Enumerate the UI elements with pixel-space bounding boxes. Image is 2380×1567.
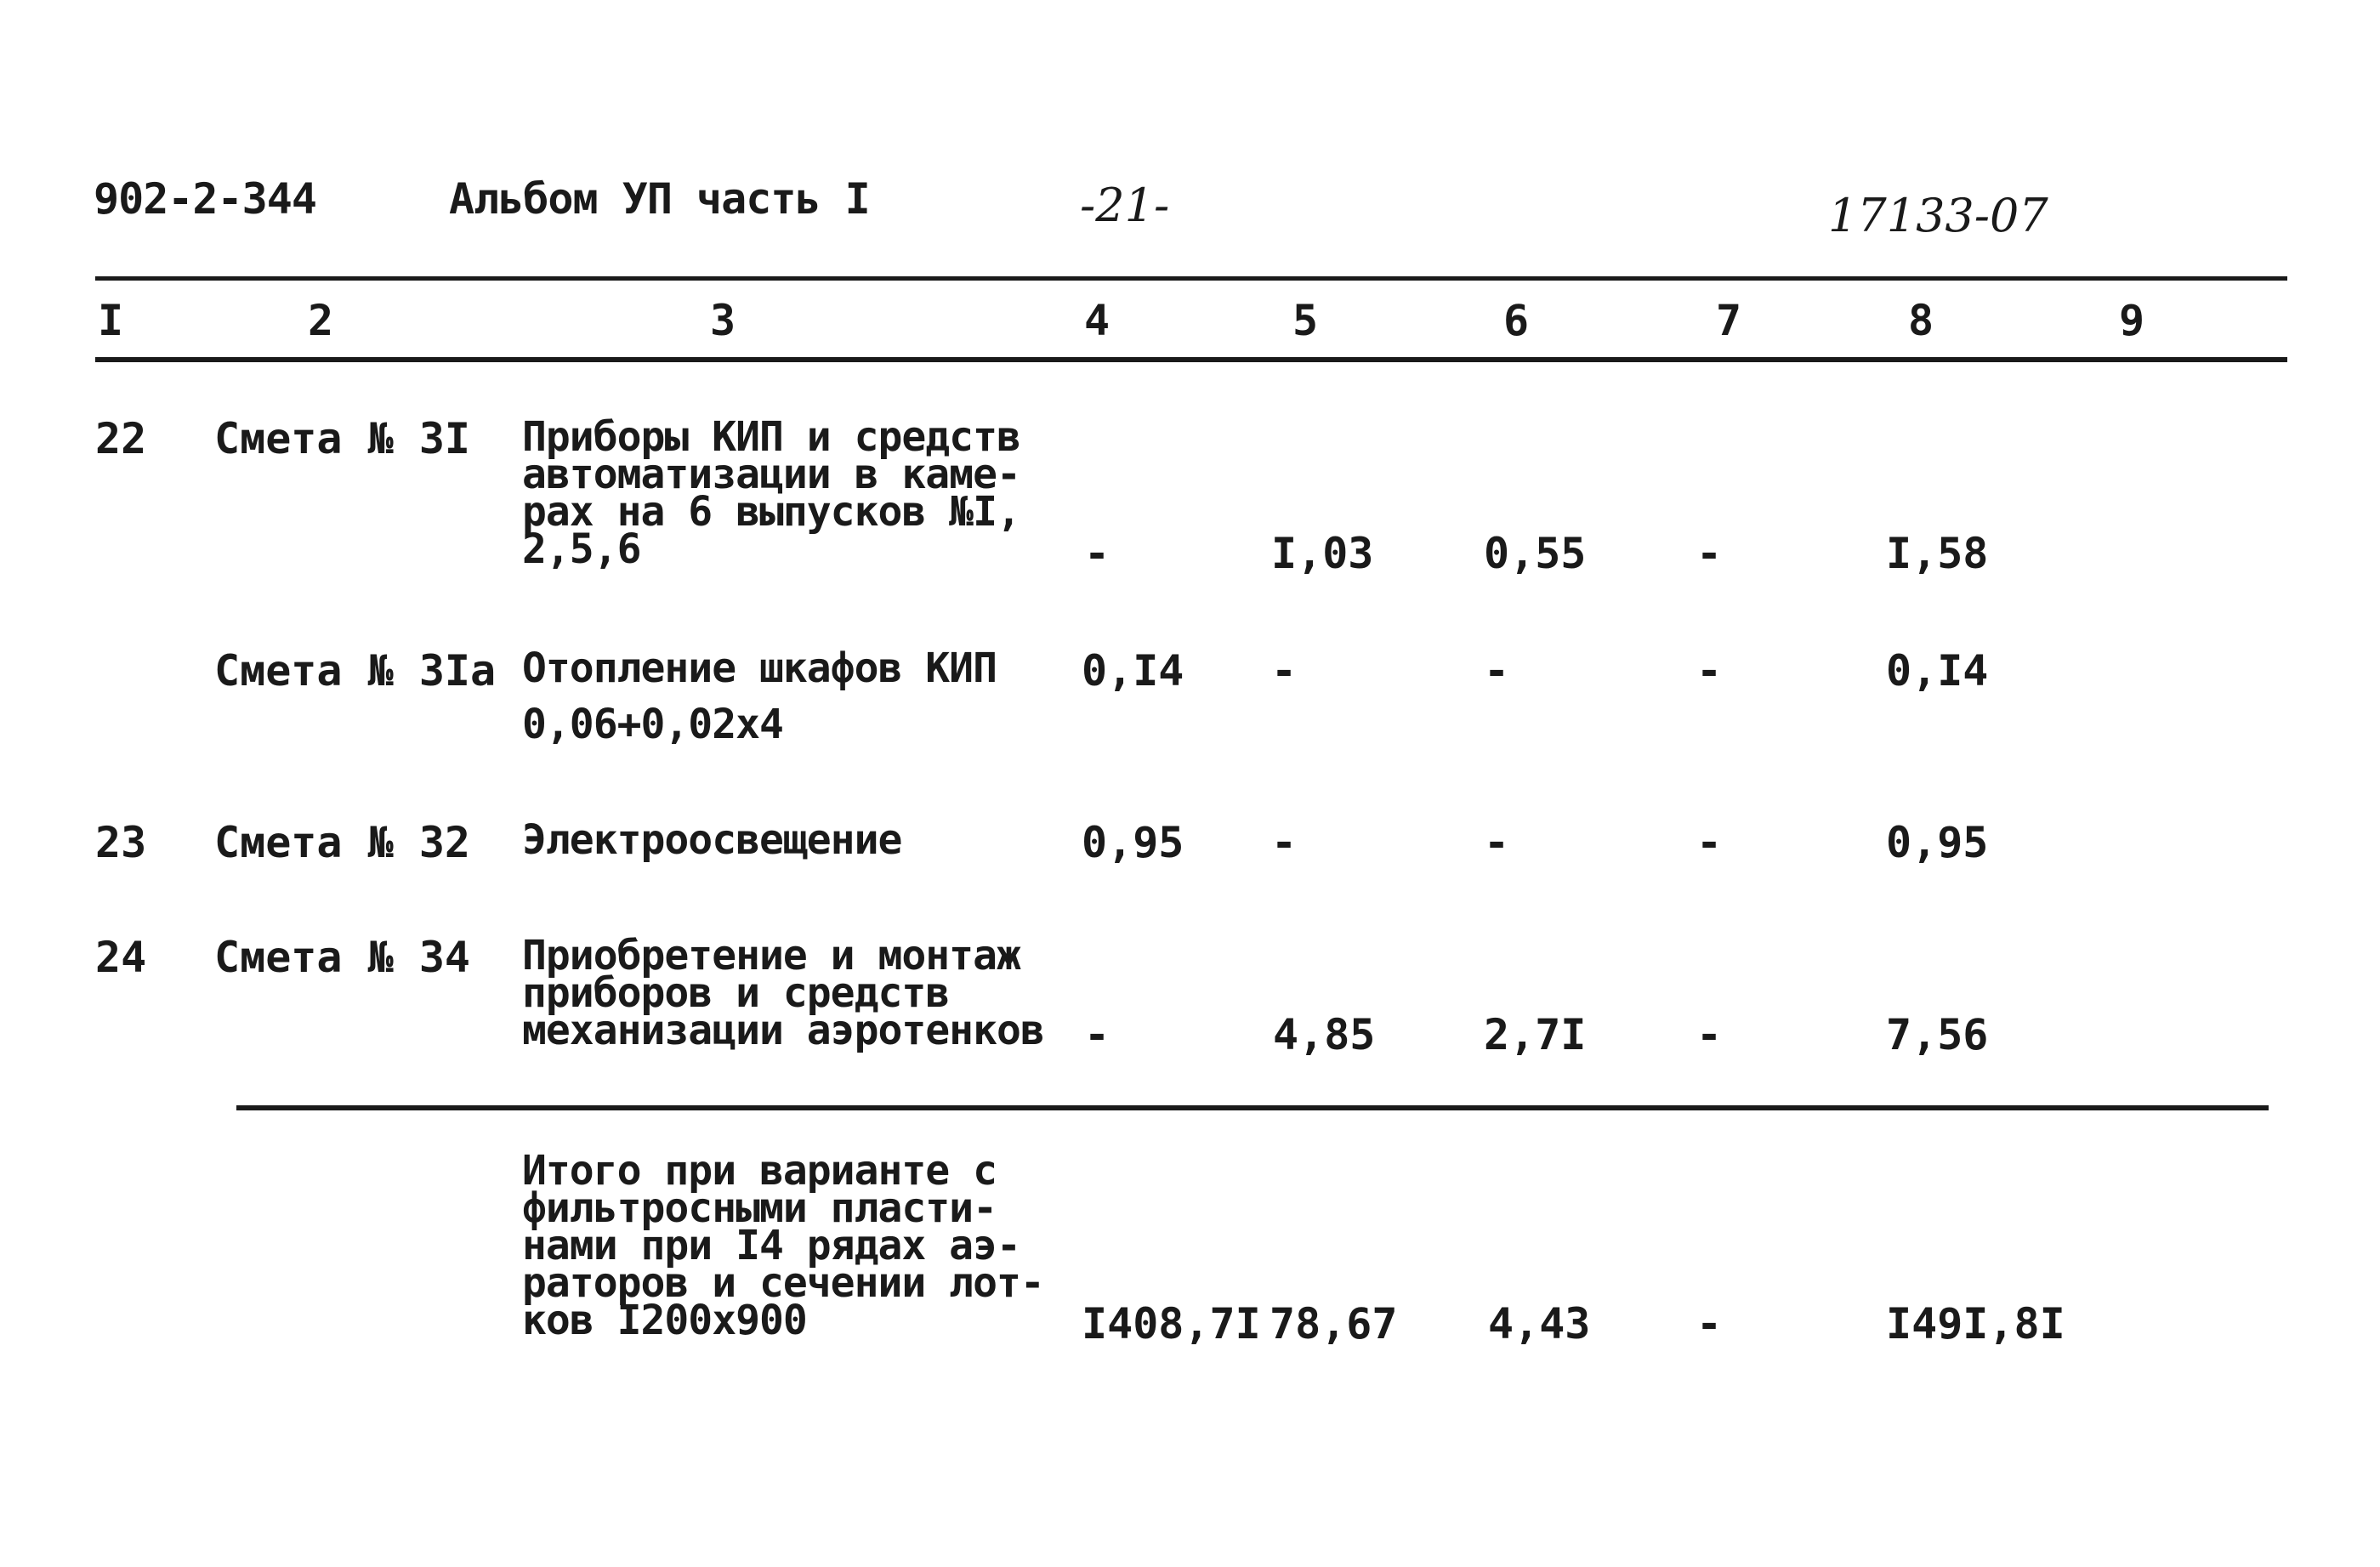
col-7-value: - bbox=[1696, 818, 1723, 867]
row-number: 24 bbox=[95, 933, 147, 982]
col-6-value: 0,55 bbox=[1484, 529, 1587, 578]
col-2-number: 2 bbox=[308, 296, 334, 345]
estimate-ref: Смета № 3I bbox=[214, 414, 471, 463]
col-7-value: - bbox=[1696, 646, 1723, 695]
col-9-number: 9 bbox=[2119, 296, 2145, 345]
total-col-4-value: I408,7I bbox=[1082, 1299, 1261, 1348]
col-4-value: - bbox=[1084, 1010, 1110, 1059]
col-5-value: - bbox=[1271, 646, 1298, 695]
col-3-number: 3 bbox=[710, 296, 736, 345]
item-description: Приборы КИП и средств автоматизации в каме- рах на 6 выпусков №I, 2,5,6 bbox=[522, 413, 1020, 573]
total-col-6-value: 4,43 bbox=[1488, 1299, 1591, 1348]
col-7-number: 7 bbox=[1716, 296, 1742, 345]
item-description: Приобретение и монтаж приборов и средств механизации аэротенков bbox=[522, 932, 1044, 1054]
doc-code: 902-2-344 bbox=[94, 174, 316, 224]
item-description-formula: 0,06+0,02х4 bbox=[522, 701, 783, 748]
page-number: -21- bbox=[1080, 179, 1170, 232]
col-8-value: 0,I4 bbox=[1886, 646, 1989, 695]
top-rule bbox=[95, 276, 2287, 281]
col-8-value: 7,56 bbox=[1886, 1010, 1989, 1059]
total-col-5-value: 78,67 bbox=[1270, 1299, 1398, 1348]
album-label: Альбом УП часть I bbox=[449, 174, 870, 224]
item-description: Электроосвещение bbox=[522, 816, 902, 864]
estimate-ref: Смета № 3Iа bbox=[214, 646, 497, 695]
col-4-value: 0,95 bbox=[1082, 818, 1184, 867]
row-number: 22 bbox=[95, 414, 147, 463]
col-4-value: - bbox=[1084, 529, 1110, 578]
col-8-value: I,58 bbox=[1886, 529, 1989, 578]
col-6-number: 6 bbox=[1503, 296, 1530, 345]
col-4-value: 0,I4 bbox=[1082, 646, 1184, 695]
col-6-value: 2,7I bbox=[1484, 1010, 1587, 1059]
estimate-ref: Смета № 34 bbox=[214, 933, 471, 982]
col-4-number: 4 bbox=[1084, 296, 1110, 345]
col-7-value: - bbox=[1696, 1010, 1723, 1059]
total-description: Итого при варианте с фильтросными пласти- нами при I4 рядах аэ- раторов и сечении лот- ков I200х900 bbox=[522, 1147, 1044, 1344]
col-5-value: - bbox=[1271, 818, 1298, 867]
col-8-value: 0,95 bbox=[1886, 818, 1989, 867]
total-col-8-value: I49I,8I bbox=[1886, 1299, 2065, 1348]
col-1-number: I bbox=[98, 296, 124, 345]
col-6-value: - bbox=[1484, 646, 1510, 695]
estimate-ref: Смета № 32 bbox=[214, 818, 471, 867]
row-number: 23 bbox=[95, 818, 147, 867]
total-col-7-value: - bbox=[1696, 1299, 1723, 1348]
col-6-value: - bbox=[1484, 818, 1510, 867]
item-description: Отопление шкафов КИП bbox=[522, 644, 997, 692]
col-5-number: 5 bbox=[1292, 296, 1319, 345]
column-header-rule bbox=[95, 357, 2287, 362]
col-8-number: 8 bbox=[1908, 296, 1934, 345]
col-5-value: 4,85 bbox=[1273, 1010, 1376, 1059]
col-5-value: I,03 bbox=[1271, 529, 1374, 578]
stamp-number: 17133-07 bbox=[1828, 189, 2048, 242]
col-7-value: - bbox=[1696, 529, 1723, 578]
total-rule bbox=[236, 1105, 2269, 1110]
